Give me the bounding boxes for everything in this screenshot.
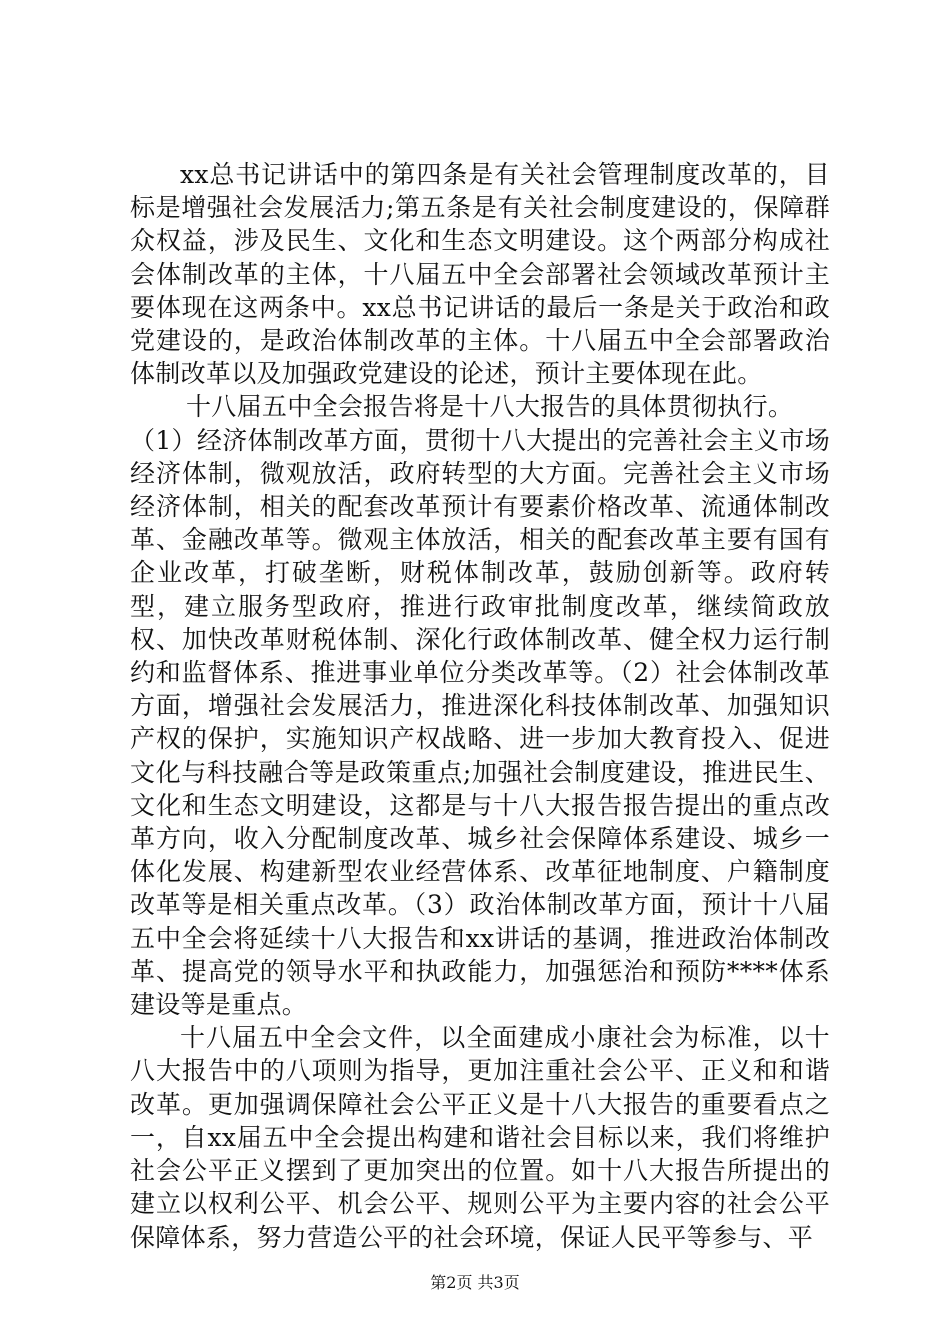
paragraph-4: 十八届五中全会文件，以全面建成小康社会为标准，以十八大报告中的八项则为指导，更加注重社会公平、正义和和谐改革。更加强调保障社会公平正义是十八大报告的重要看点之一，自xx届五中全会提出构建和谐社会目标以来，我们将维护社会公平正义摆到了更加突出的位置。如十八大报告所提出的建立以权利公平、机会公平、规则公平为主要内容的社会公平保障体系，努力营造公平的社会环境，保证人民平等参与、平 [130,1023,830,1252]
page-footer: 第2页 共3页 [430,1273,520,1292]
paragraph-2: 十八届五中全会报告将是十八大报告的具体贯彻执行。 [186,392,794,422]
document-body [130,158,830,1254]
paragraph-3: （1）经济体制改革方面，贯彻十八大提出的完善社会主义市场经济体制，微观放活，政府转型的大方面。完善社会主义市场经济体制，相关的配套改革预计有要素价格改革、流通体制改革、金融改革等。微观主体放活，相关的配套改革主要有国有企业改革，打破垄断，财税体制改革，鼓励创新等。政府转型，建立服务型政府，推进行政审批制度改革，继续简政放权、加快改革财税体制、深化行政体制改革、健全权力运行制约和监督体系、推进事业单位分类改革等。（2）社会体制改革方面，增强社会发展活力，推进深化科技体制改革、加强知识产权的保护，实施知识产权战略、进一步加大教育投入、促进文化与科技融合等是政策重点;加强社会制度建设，推进民生、文化和生态文明建设，这都是与十八大报告报告提出的重点改革方向，收入分配制度改革、城乡社会保障体系建设、城乡一体化发展、构建新型农业经营体系、改革征地制度、户籍制度改革等是相关重点改革。（3）政治体制改革方面，预计十八届五中全会将延续十八大报告和xx讲话的基调，推进政治体制改革、提高党的领导水平和执政能力，加强惩治和预防****体系建设等是重点。 [130,425,830,1020]
paragraph-1: xx总书记讲话中的第四条是有关社会管理制度改革的，目标是增强社会发展活力;第五条是有关社会制度建设的，保障群众权益，涉及民生、文化和生态文明建设。这个两部分构成社会体制改革的主体，十八届五中全会部署社会领域改革预计主要体现在这两条中。xx总书记讲话的最后一条是关于政治和政党建设的，是政治体制改革的主体。十八届五中全会部署政治体制改革以及加强政党建设的论述，预计主要体现在此。 [130,160,830,389]
